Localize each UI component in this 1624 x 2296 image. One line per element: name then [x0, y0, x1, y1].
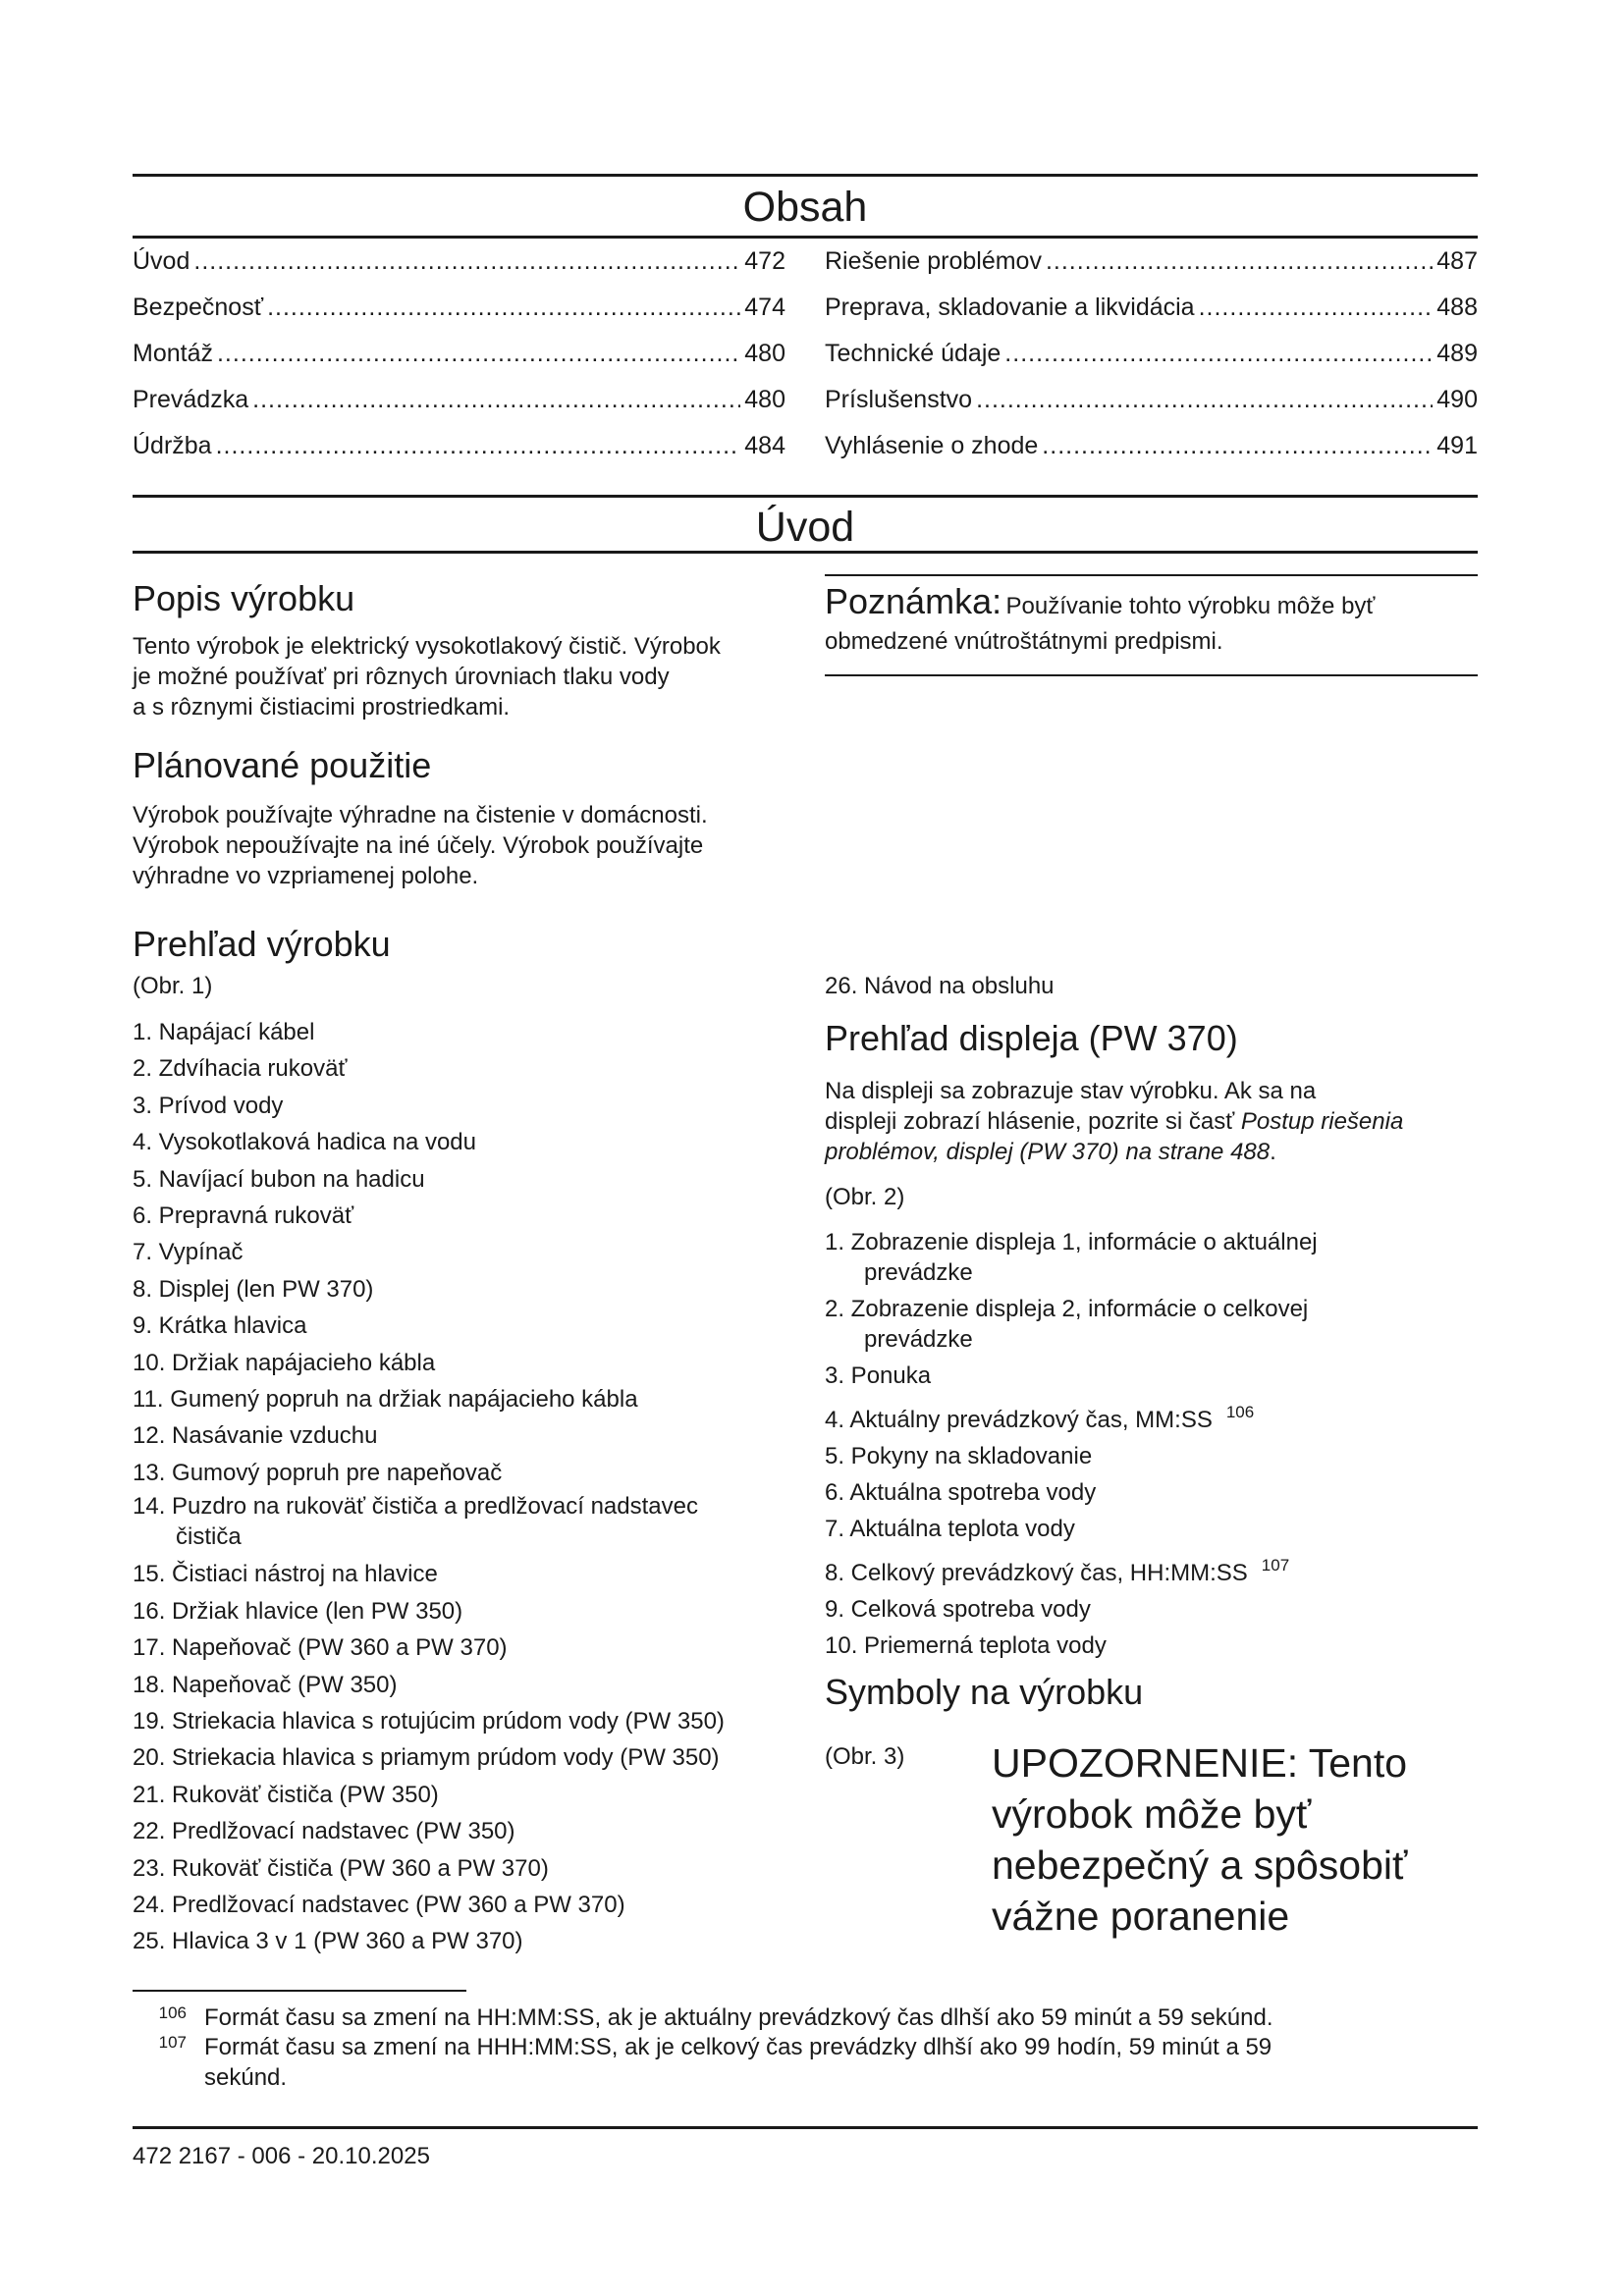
toc-entry[interactable]: Riešenie problémov ..... 487	[825, 247, 1478, 294]
list-item: 4. Aktuálny prevádzkový čas, MM:SS $^{106}$	[825, 1403, 1255, 1433]
list-item: 18. Napeňovač (PW 350)	[133, 1671, 398, 1698]
toc-entry[interactable]: Vyhlásenie o zhode ..... 491	[825, 432, 1478, 478]
cross-reference-link-cont[interactable]: problémov, displej (PW 370) na strane 488	[825, 1139, 1271, 1165]
footnote-107: 107 Formát času sa zmení na HHH:MM:SS, ak je celkový čas prevádzky dlhší ako 99 hodín, 59 minút a 59 sekúnd.	[158, 2033, 1272, 2091]
list-item: 14. Puzdro na rukoväť čističa a predlžovací nadstavec čističa	[133, 1493, 698, 1551]
prehlad-figure-ref: (Obr. 1)	[133, 973, 213, 999]
list-item: 6. Aktuálna spotreba vody	[825, 1479, 1097, 1506]
toc-right-column	[825, 247, 1478, 478]
popis-text: Tento výrobok je elektrický vysokotlakový čistič. Výrobok je možné používať pri rôznych úrovniach tlaku vody a s rôznymi čistiacimi prostriedkami.	[133, 633, 721, 721]
note-text-line2: obmedzené vnútroštátnymi predpismi.	[825, 628, 1223, 655]
list-item: 4. Vysokotlaková hadica na vodu	[133, 1129, 477, 1156]
popis-heading: Popis výrobku	[133, 578, 355, 618]
list-item: 15. Čistiaci nástroj na hlavice	[133, 1561, 438, 1588]
list-item: 8. Displej (len PW 370)	[133, 1275, 374, 1303]
prehlad-heading: Prehľad výrobku	[133, 924, 391, 964]
list-item: 21. Rukoväť čističa (PW 350)	[133, 1781, 439, 1808]
list-item: 10. Priemerná teplota vody	[825, 1632, 1107, 1659]
footnote-ref[interactable]: 107	[1261, 1556, 1290, 1575]
list-item: 7. Vypínač	[133, 1239, 244, 1266]
list-item: 13. Gumový popruh pre napeňovač	[133, 1459, 503, 1486]
cross-reference-link[interactable]: Postup riešenia	[1240, 1108, 1404, 1135]
toc-entry[interactable]: Úvod ..... 472	[133, 247, 785, 294]
list-item: 1. Zobrazenie displeja 1, informácie o aktuálnej prevádzke	[825, 1229, 1318, 1286]
footnote-separator	[133, 1990, 466, 1992]
list-item: 22. Predlžovací nadstavec (PW 350)	[133, 1818, 515, 1845]
list-item: 8. Celkový prevádzkový čas, HH:MM:SS $^{107}$	[825, 1556, 1290, 1586]
list-item: 3. Ponuka	[825, 1362, 932, 1389]
list-item: 2. Zdvíhacia rukoväť	[133, 1055, 348, 1083]
toc-entry[interactable]: Preprava, skladovanie a likvidácia ..... 488	[825, 294, 1478, 340]
intro-title: Úvod	[755, 504, 855, 551]
note-box	[825, 574, 1478, 676]
list-item: 24. Predlžovací nadstavec (PW 360 a PW 370)	[133, 1891, 625, 1918]
list-item: 12. Nasávanie vzduchu	[133, 1422, 378, 1450]
list-item: 19. Striekacia hlavica s rotujúcim prúdom vody (PW 350)	[133, 1707, 725, 1735]
page-footer: 472 2167 - 006 - 20.10.2025	[133, 2143, 430, 2169]
displej-figure-ref: (Obr. 2)	[825, 1184, 905, 1210]
list-item: 11. Gumený popruh na držiak napájacieho kábla	[133, 1386, 638, 1414]
list-item: 20. Striekacia hlavica s priamym prúdom vody (PW 350)	[133, 1744, 720, 1772]
list-item: 5. Navíjací bubon na hadicu	[133, 1165, 425, 1193]
toc-entry[interactable]: Prevádzka ..... 480	[133, 386, 785, 432]
toc-top-rule	[133, 174, 1478, 177]
list-item: 23. Rukoväť čističa (PW 360 a PW 370)	[133, 1854, 549, 1882]
toc-title: Obsah	[742, 184, 868, 231]
parts-list	[133, 1014, 820, 1960]
list-item: 17. Napeňovač (PW 360 a PW 370)	[133, 1634, 508, 1662]
toc-entry[interactable]: Príslušenstvo ..... 490	[825, 386, 1478, 432]
intro-top-rule	[133, 495, 1478, 498]
toc-entry[interactable]: Údržba ..... 484	[133, 432, 785, 478]
warning-text: UPOZORNENIE: Tento výrobok môže byť nebezpečný a spôsobiť vážne poranenie	[992, 1740, 1408, 1939]
item-26: 26. Návod na obsluhu	[825, 973, 1055, 999]
list-item: 25. Hlavica 3 v 1 (PW 360 a PW 370)	[133, 1928, 523, 1955]
planovane-heading: Plánované použitie	[133, 745, 432, 785]
toc-entry[interactable]: Montáž ..... 480	[133, 340, 785, 386]
list-item: 1. Napájací kábel	[133, 1019, 315, 1045]
toc-bottom-rule	[133, 236, 1478, 239]
list-item: 3. Prívod vody	[133, 1092, 284, 1119]
list-item: 10. Držiak napájacieho kábla	[133, 1349, 436, 1376]
manual-page	[133, 0, 1478, 2296]
display-list	[825, 1227, 1478, 1667]
footer-rule	[133, 2126, 1478, 2129]
list-item: 6. Prepravná rukoväť	[133, 1202, 354, 1230]
note-heading: Poznámka:	[825, 581, 1002, 621]
list-item: 16. Držiak hlavice (len PW 350)	[133, 1597, 463, 1625]
list-item: 5. Pokyny na skladovanie	[825, 1443, 1093, 1469]
list-item: 2. Zobrazenie displeja 2, informácie o celkovej prevádzke	[825, 1296, 1309, 1353]
intro-bottom-rule	[133, 551, 1478, 554]
toc-entry[interactable]: Technické údaje ..... 489	[825, 340, 1478, 386]
list-item: 7. Aktuálna teplota vody	[825, 1516, 1075, 1542]
displej-text: Na displeji sa zobrazuje stav výrobku. Ak sa na displeji zobrazí hlásenie, pozrite si časť Postup riešenia problémov, displej (PW 370) na strane 488.	[825, 1078, 1404, 1165]
toc-left-column	[133, 247, 785, 478]
list-item: 9. Krátka hlavica	[133, 1312, 307, 1340]
toc-entry[interactable]: Bezpečnosť ..... 474	[133, 294, 785, 340]
displej-heading: Prehľad displeja (PW 370)	[825, 1018, 1238, 1058]
list-item: 9. Celková spotreba vody	[825, 1596, 1091, 1623]
footnote-ref[interactable]: 106	[1225, 1403, 1255, 1421]
symboly-figure-ref: (Obr. 3)	[825, 1743, 905, 1770]
note-text-line1: Používanie tohto výrobku môže byť	[1005, 593, 1376, 619]
planovane-text: Výrobok používajte výhradne na čistenie v domácnosti. Výrobok nepoužívajte na iné účely. Výrobok používajte výhradne vo vzpriamenej polohe.	[133, 802, 708, 889]
symboly-heading: Symboly na výrobku	[825, 1672, 1144, 1712]
footnote-106: 106 Formát času sa zmení na HH:MM:SS, ak je aktuálny prevádzkový čas dlhší ako 59 minút a 59 sekúnd.	[158, 2003, 1273, 2031]
